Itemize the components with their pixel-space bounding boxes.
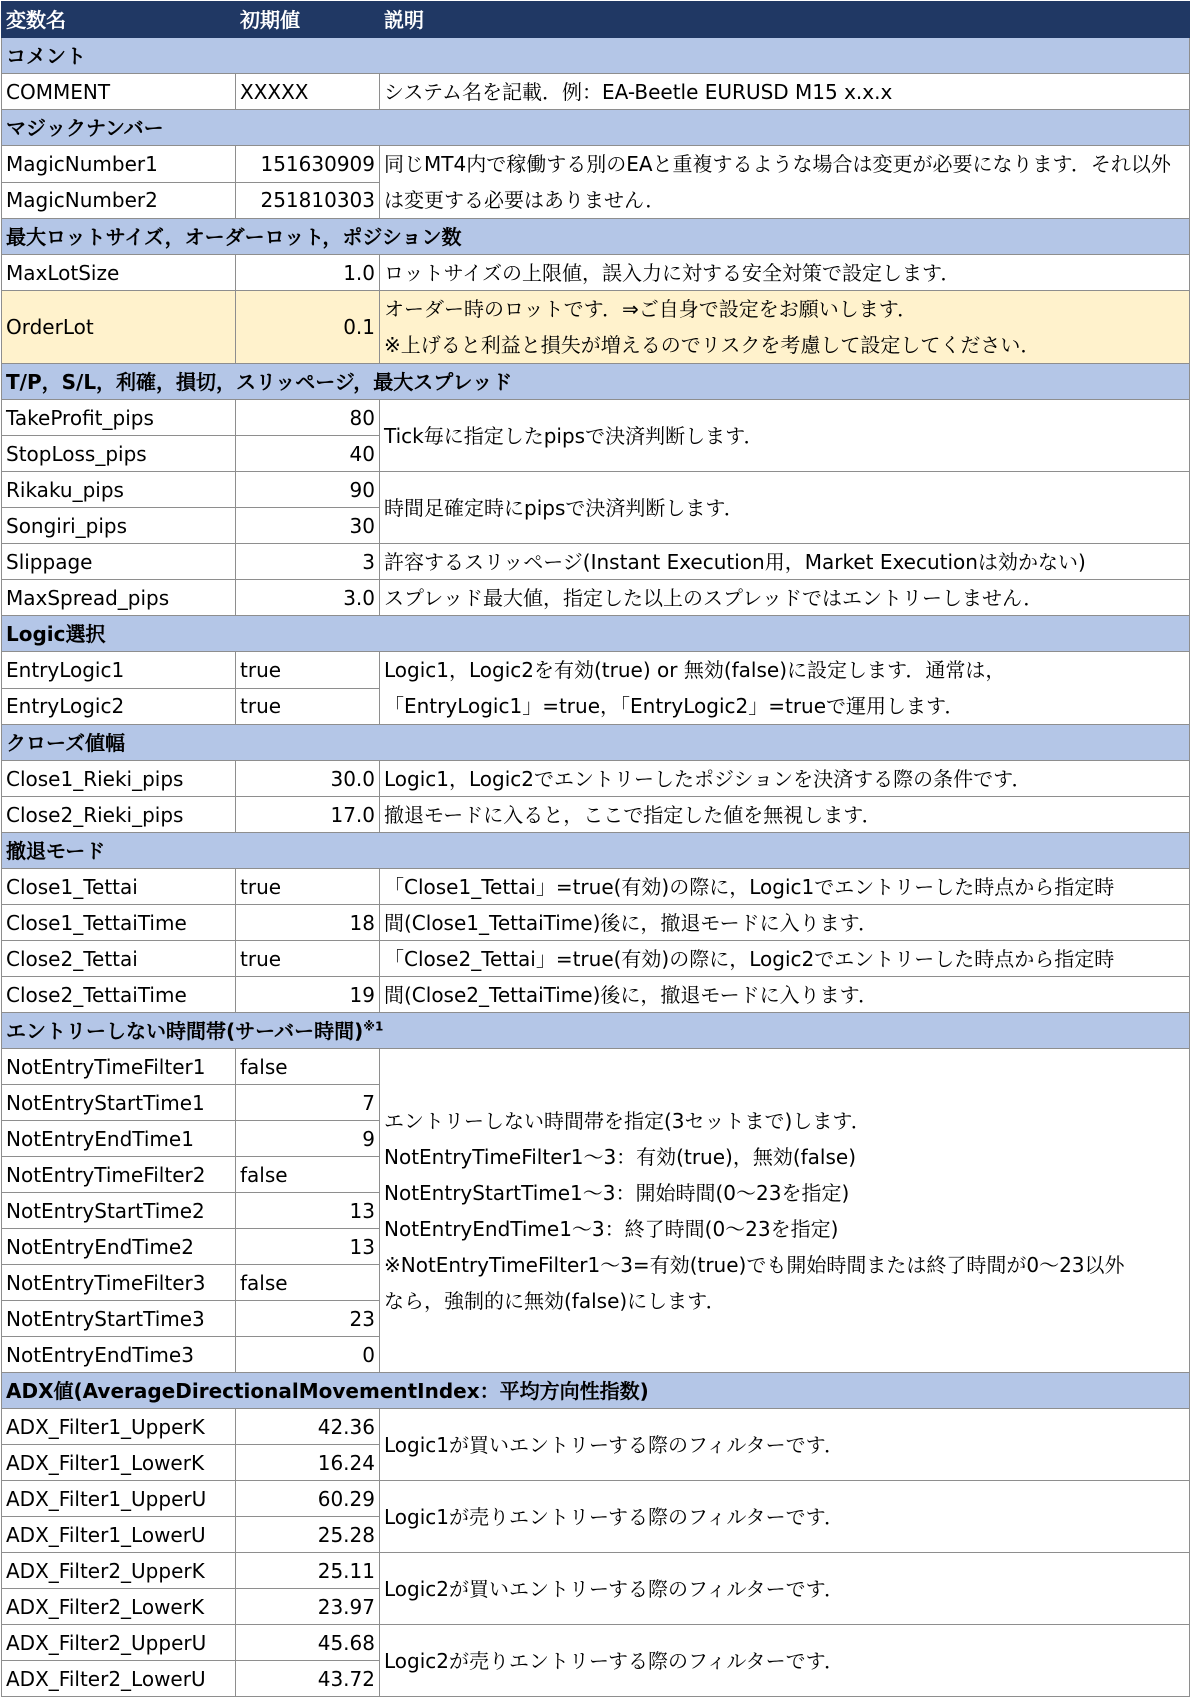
param-desc: Logic2が売りエントリーする際のフィルターです． bbox=[380, 1625, 1190, 1697]
param-value: 45.68 bbox=[236, 1625, 380, 1661]
desc-line: ※上げると利益と損失が増えるのでリスクを考慮して設定してください． bbox=[384, 333, 1041, 357]
section-row bbox=[2, 616, 1190, 652]
section-comment: コメント bbox=[2, 38, 1190, 74]
param-value: true bbox=[236, 941, 380, 977]
table-row bbox=[2, 1409, 1190, 1445]
param-name: Close2_Rieki_pips bbox=[2, 797, 236, 833]
param-value: 1.0 bbox=[236, 255, 380, 291]
param-name: NotEntryStartTime3 bbox=[2, 1301, 236, 1337]
param-value: true bbox=[236, 652, 380, 689]
param-value: 23 bbox=[236, 1301, 380, 1337]
param-value: XXXXX bbox=[236, 74, 380, 110]
header-name: 変数名 bbox=[2, 2, 236, 38]
table-row bbox=[2, 74, 1190, 110]
param-name: ADX_Filter2_LowerK bbox=[2, 1589, 236, 1625]
desc-line: 「EntryLogic1」=true，「EntryLogic2」=trueで運用します． bbox=[384, 694, 965, 718]
section-row bbox=[2, 725, 1190, 761]
header-description: 説明 bbox=[380, 2, 1190, 38]
table-row bbox=[2, 977, 1190, 1013]
param-name: ADX_Filter2_UpperK bbox=[2, 1553, 236, 1589]
table-row bbox=[2, 1553, 1190, 1589]
section-notentry bbox=[2, 1013, 1190, 1049]
table-header bbox=[2, 2, 1190, 38]
table-row bbox=[2, 1049, 1190, 1085]
param-value: 23.97 bbox=[236, 1589, 380, 1625]
param-name: ADX_Filter2_UpperU bbox=[2, 1625, 236, 1661]
param-desc: 撤退モードに入ると，ここで指定した値を無視します． bbox=[380, 797, 1190, 833]
param-value: false bbox=[236, 1265, 380, 1301]
param-value: 17.0 bbox=[236, 797, 380, 833]
param-value: 90 bbox=[236, 472, 380, 508]
parameter-table bbox=[1, 1, 1190, 1697]
table-row-highlight bbox=[2, 291, 1190, 364]
param-value: false bbox=[236, 1157, 380, 1193]
param-value: false bbox=[236, 1049, 380, 1085]
section-row bbox=[2, 1373, 1190, 1409]
param-value: 43.72 bbox=[236, 1661, 380, 1697]
param-value: 3 bbox=[236, 544, 380, 580]
param-desc: スプレッド最大値，指定した以上のスプレッドではエントリーしません． bbox=[380, 580, 1190, 616]
param-value: 0 bbox=[236, 1337, 380, 1373]
param-name: ADX_Filter1_LowerU bbox=[2, 1517, 236, 1553]
param-name: ADX_Filter1_UpperU bbox=[2, 1481, 236, 1517]
param-desc: 間(Close2_TettaiTime)後に，撤退モードに入ります． bbox=[380, 977, 1190, 1013]
table-row bbox=[2, 1481, 1190, 1517]
table-row bbox=[2, 652, 1190, 689]
param-value: 18 bbox=[236, 905, 380, 941]
section-tpsl: T/P，S/L，利確，損切，スリッページ，最大スプレッド bbox=[2, 364, 1190, 400]
param-name: NotEntryTimeFilter3 bbox=[2, 1265, 236, 1301]
param-name: NotEntryStartTime2 bbox=[2, 1193, 236, 1229]
param-value: 151630909 bbox=[236, 146, 380, 183]
table-row bbox=[2, 761, 1190, 797]
param-name: NotEntryEndTime1 bbox=[2, 1121, 236, 1157]
param-name: TakeProfit_pips bbox=[2, 400, 236, 436]
param-value: 9 bbox=[236, 1121, 380, 1157]
param-value: 19 bbox=[236, 977, 380, 1013]
param-value: 42.36 bbox=[236, 1409, 380, 1445]
table-row bbox=[2, 544, 1190, 580]
section-row bbox=[2, 364, 1190, 400]
section-row bbox=[2, 1013, 1190, 1049]
section-row bbox=[2, 38, 1190, 74]
param-desc: 「Close1_Tettai」=true(有効)の際に，Logic1でエントリーした時点から指定時 bbox=[380, 869, 1190, 905]
param-name: Close2_Tettai bbox=[2, 941, 236, 977]
param-name: MaxSpread_pips bbox=[2, 580, 236, 616]
param-name: COMMENT bbox=[2, 74, 236, 110]
param-value: 13 bbox=[236, 1229, 380, 1265]
param-value: 13 bbox=[236, 1193, 380, 1229]
param-desc: Logic1，Logic2でエントリーしたポジションを決済する際の条件です． bbox=[380, 761, 1190, 797]
param-desc bbox=[380, 652, 1190, 725]
param-name: Songiri_pips bbox=[2, 508, 236, 544]
param-desc: 「Close2_Tettai」=true(有効)の際に，Logic2でエントリーした時点から指定時 bbox=[380, 941, 1190, 977]
param-desc: 同じMT4内で稼働する別のEAと重複するような場合は変更が必要になります．それ以外は変更する必要はありません． bbox=[380, 146, 1190, 219]
param-value: 80 bbox=[236, 400, 380, 436]
param-name: Rikaku_pips bbox=[2, 472, 236, 508]
param-value: 30.0 bbox=[236, 761, 380, 797]
param-name: MagicNumber2 bbox=[2, 182, 236, 219]
param-desc: Tick毎に指定したpipsで決済判断します． bbox=[380, 400, 1190, 472]
desc-line: Logic1，Logic2を有効(true) or 無効(false)に設定します．通常は， bbox=[384, 658, 1006, 682]
param-desc: Logic1が買いエントリーする際のフィルターです． bbox=[380, 1409, 1190, 1481]
param-name: Close1_Tettai bbox=[2, 869, 236, 905]
section-notentry-label: エントリーしない時間帯(サーバー時間) bbox=[6, 1018, 364, 1043]
table-row bbox=[2, 255, 1190, 291]
table-row bbox=[2, 797, 1190, 833]
desc-line: エントリーしない時間帯を指定(3セットまで)します． bbox=[384, 1108, 871, 1133]
param-name: ADX_Filter1_LowerK bbox=[2, 1445, 236, 1481]
desc-line: オーダー時のロットです．⇒ご自身で設定をお願いします． bbox=[384, 297, 918, 321]
param-desc: Logic2が買いエントリーする際のフィルターです． bbox=[380, 1553, 1190, 1625]
param-value: 251810303 bbox=[236, 182, 380, 219]
table-row bbox=[2, 941, 1190, 977]
param-name: MaxLotSize bbox=[2, 255, 236, 291]
param-name: ADX_Filter1_UpperK bbox=[2, 1409, 236, 1445]
desc-line: NotEntryTimeFilter1～3：有効(true)，無効(false) bbox=[384, 1144, 857, 1169]
param-value: 25.11 bbox=[236, 1553, 380, 1589]
param-name: StopLoss_pips bbox=[2, 436, 236, 472]
param-name: NotEntryEndTime2 bbox=[2, 1229, 236, 1265]
section-row bbox=[2, 833, 1190, 869]
param-value: true bbox=[236, 869, 380, 905]
param-name: ADX_Filter2_LowerU bbox=[2, 1661, 236, 1697]
param-value: 3.0 bbox=[236, 580, 380, 616]
desc-line: NotEntryEndTime1～3：終了時間(0～23を指定) bbox=[384, 1216, 839, 1241]
param-name: NotEntryTimeFilter2 bbox=[2, 1157, 236, 1193]
param-desc: ロットサイズの上限値，誤入力に対する安全対策で設定します． bbox=[380, 255, 1190, 291]
param-value: 25.28 bbox=[236, 1517, 380, 1553]
param-name: Slippage bbox=[2, 544, 236, 580]
section-close: クローズ値幅 bbox=[2, 725, 1190, 761]
param-value: 60.29 bbox=[236, 1481, 380, 1517]
section-lot: 最大ロットサイズ，オーダーロット，ポジション数 bbox=[2, 219, 1190, 255]
param-name: NotEntryTimeFilter1 bbox=[2, 1049, 236, 1085]
table-row bbox=[2, 400, 1190, 436]
param-name: OrderLot bbox=[2, 291, 236, 364]
param-desc: 時間足確定時にpipsで決済判断します． bbox=[380, 472, 1190, 544]
param-desc: 許容するスリッページ(Instant Execution用，Market Executionは効かない) bbox=[380, 544, 1190, 580]
section-row bbox=[2, 219, 1190, 255]
param-desc bbox=[380, 291, 1190, 364]
param-name: MagicNumber1 bbox=[2, 146, 236, 183]
table-row bbox=[2, 472, 1190, 508]
param-desc-notentry bbox=[380, 1049, 1190, 1373]
param-value: 0.1 bbox=[236, 291, 380, 364]
desc-line: ※NotEntryTimeFilter1～3=有効(true)でも開始時間または終了時間が0～23以外 bbox=[384, 1252, 1125, 1277]
section-logic: Logic選択 bbox=[2, 616, 1190, 652]
table-row bbox=[2, 869, 1190, 905]
section-adx: ADX値(AverageDirectionalMovementIndex：平均方向性指数) bbox=[2, 1373, 1190, 1409]
section-row bbox=[2, 110, 1190, 146]
param-value: 40 bbox=[236, 436, 380, 472]
param-value: true bbox=[236, 688, 380, 725]
param-name: Close1_Rieki_pips bbox=[2, 761, 236, 797]
desc-line: なら，強制的に無効(false)にします． bbox=[384, 1288, 726, 1313]
table-row bbox=[2, 146, 1190, 183]
table-row bbox=[2, 905, 1190, 941]
param-name: EntryLogic2 bbox=[2, 688, 236, 725]
param-name: Close1_TettaiTime bbox=[2, 905, 236, 941]
header-value: 初期値 bbox=[236, 2, 380, 38]
param-name: NotEntryEndTime3 bbox=[2, 1337, 236, 1373]
section-magic: マジックナンバー bbox=[2, 110, 1190, 146]
param-value: 7 bbox=[236, 1085, 380, 1121]
param-name: Close2_TettaiTime bbox=[2, 977, 236, 1013]
param-name: NotEntryStartTime1 bbox=[2, 1085, 236, 1121]
param-name: EntryLogic1 bbox=[2, 652, 236, 689]
param-desc: Logic1が売りエントリーする際のフィルターです． bbox=[380, 1481, 1190, 1553]
param-value: 16.24 bbox=[236, 1445, 380, 1481]
section-tettai: 撤退モード bbox=[2, 833, 1190, 869]
table-row bbox=[2, 1625, 1190, 1661]
param-desc: 間(Close1_TettaiTime)後に，撤退モードに入ります． bbox=[380, 905, 1190, 941]
table-row bbox=[2, 580, 1190, 616]
footnote-mark: ※1 bbox=[363, 1018, 384, 1033]
desc-line: NotEntryStartTime1～3：開始時間(0～23を指定) bbox=[384, 1180, 850, 1205]
param-desc: システム名を記載．例：EA-Beetle EURUSD M15 x.x.x bbox=[380, 74, 1190, 110]
param-value: 30 bbox=[236, 508, 380, 544]
